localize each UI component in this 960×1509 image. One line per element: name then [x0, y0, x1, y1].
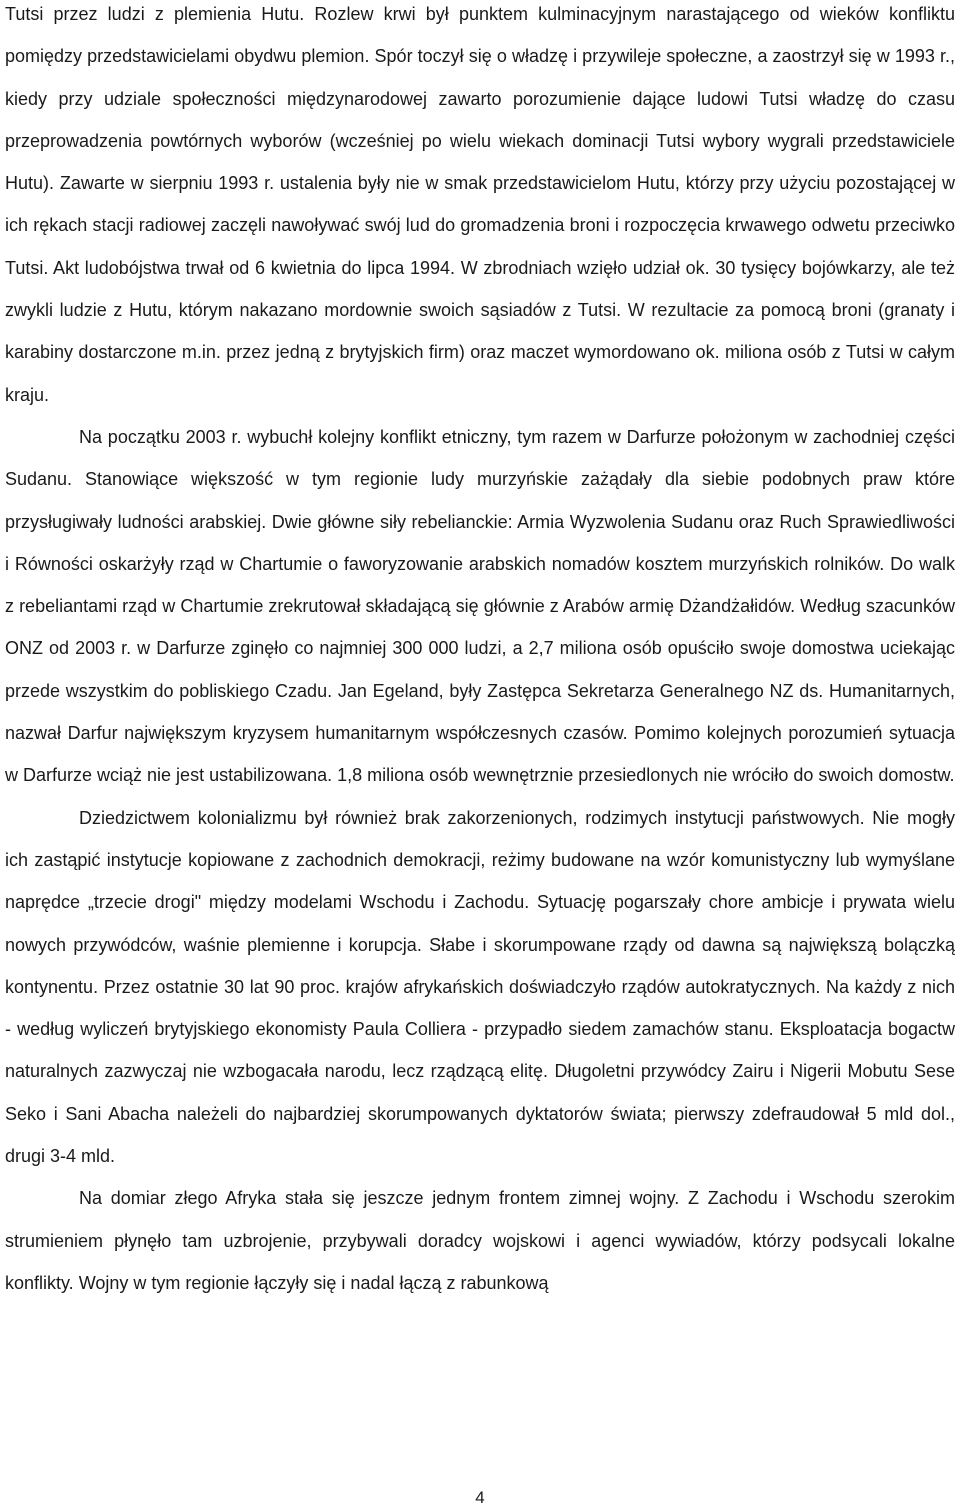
paragraph-colonial-legacy: Dziedzictwem kolonializmu był również brak zakorzenionych, rodzimych instytucji państwowych. Nie mogły ich zastąpić instytucje kopiowane z zachodnich demokracji, reżimy budowane na wzór komunistyczny lub wymyślane naprędce „trzecie drogi" między modelami Wschodu i Zachodu. Sytuację pogarszały chore ambicje i prywata wielu nowych przywódców, waśnie plemienne i korupcja. Słabe i skorumpowane rządy od dawna są największą bolączką kontynentu. Przez ostatnie 30 lat 90 proc. krajów afrykańskich doświadczyło rządów autokratycznych. Na każdy z nich - według wyliczeń brytyjskiego ekonomisty Paula Colliera - przypadło siedem zamachów stanu. Eksploatacja bogactw naturalnych zazwyczaj nie wzbogacała narodu, lecz rządzącą elitę. Długoletni przywódcy Zairu i Nigerii Mobutu Sese Seko i Sani Abacha należeli do najbardziej skorumpowanych dyktatorów świata; pierwszy zdefraudował 5 mld dol., drugi 3-4 mld. [5, 807, 955, 1167]
paragraph-rwanda-genocide: Tutsi przez ludzi z plemienia Hutu. Rozlew krwi był punktem kulminacyjnym narastającego od wieków konfliktu pomiędzy przedstawicielami obydwu plemion. Spór toczył się o władzę i przywileje społeczne, a zaostrzył się w 1993 r., kiedy przy udziale społeczności międzynarodowej zawarto porozumienie dające ludowi Tutsi władzę do czasu przeprowadzenia powtórnych wyborów (wcześniej po wielu wiekach dominacji Tutsi wybory wygrali przedstawiciele Hutu). Zawarte w sierpniu 1993 r. ustalenia były nie w smak przedstawicielom Hutu, którzy przy użyciu pozostającej w ich rękach stacji radiowej zaczęli nawoływać swój lud do gromadzenia broni i rozpoczęcia krwawego odwetu przeciwko Tutsi. Akt ludobójstwa trwał od 6 kwietnia do lipca 1994. W zbrodniach wzięło udział ok. 30 tysięcy bojówkarzy, ale też zwykli ludzie z Hutu, którym nakazano mordownie swoich sąsiadów z Tutsi. W rezultacie za pomocą broni (granaty i karabiny dostarczone m.in. przez jedną z brytyjskich firm) oraz maczet wymordowano ok. miliona osób z Tutsi w całym kraju. [5, 4, 955, 405]
paragraph-cold-war-front: Na domiar złego Afryka stała się jeszcze jednym frontem zimnej wojny. Z Zachodu i Wschodu szerokim strumieniem płynęło tam uzbrojenie, przybywali doradcy wojskowi i agenci wywiadów, którzy podsycali lokalne konflikty. Wojny w tym regionie łączyły się i nadal łączą z rabunkową [5, 1188, 955, 1293]
paragraph-darfur-conflict: Na początku 2003 r. wybuchł kolejny konflikt etniczny, tym razem w Darfurze położonym w zachodniej części Sudanu. Stanowiące większość w tym regionie ludy murzyńskie zażądały dla siebie podobnych praw które przysługiwały ludności arabskiej. Dwie główne siły rebelianckie: Armia Wyzwolenia Sudanu oraz Ruch Sprawiedliwości i Równości oskarżyły rząd w Chartumie o faworyzowanie arabskich nomadów kosztem murzyńskich rolników. Do walk z rebeliantami rząd w Chartumie zrekrutował składającą się głównie z Arabów armię Dżandżałidów. Według szacunków ONZ od 2003 r. w Darfurze zginęło co najmniej 300 000 ludzi, a 2,7 miliona osób opuściło swoje domostwa uciekając przede wszystkim do pobliskiego Czadu. Jan Egeland, były Zastępca Sekretarza Generalnego NZ ds. Humanitarnych, nazwał Darfur największym kryzysem humanitarnym współczesnych czasów. Pomimo kolejnych porozumień sytuacja w Darfurze wciąż nie jest ustabilizowana. 1,8 miliona osób wewnętrznie przesiedlonych nie wróciło do swoich domostw. [5, 426, 955, 786]
document-page [5, 0, 955, 1304]
page-number: 4 [475, 1488, 485, 1507]
